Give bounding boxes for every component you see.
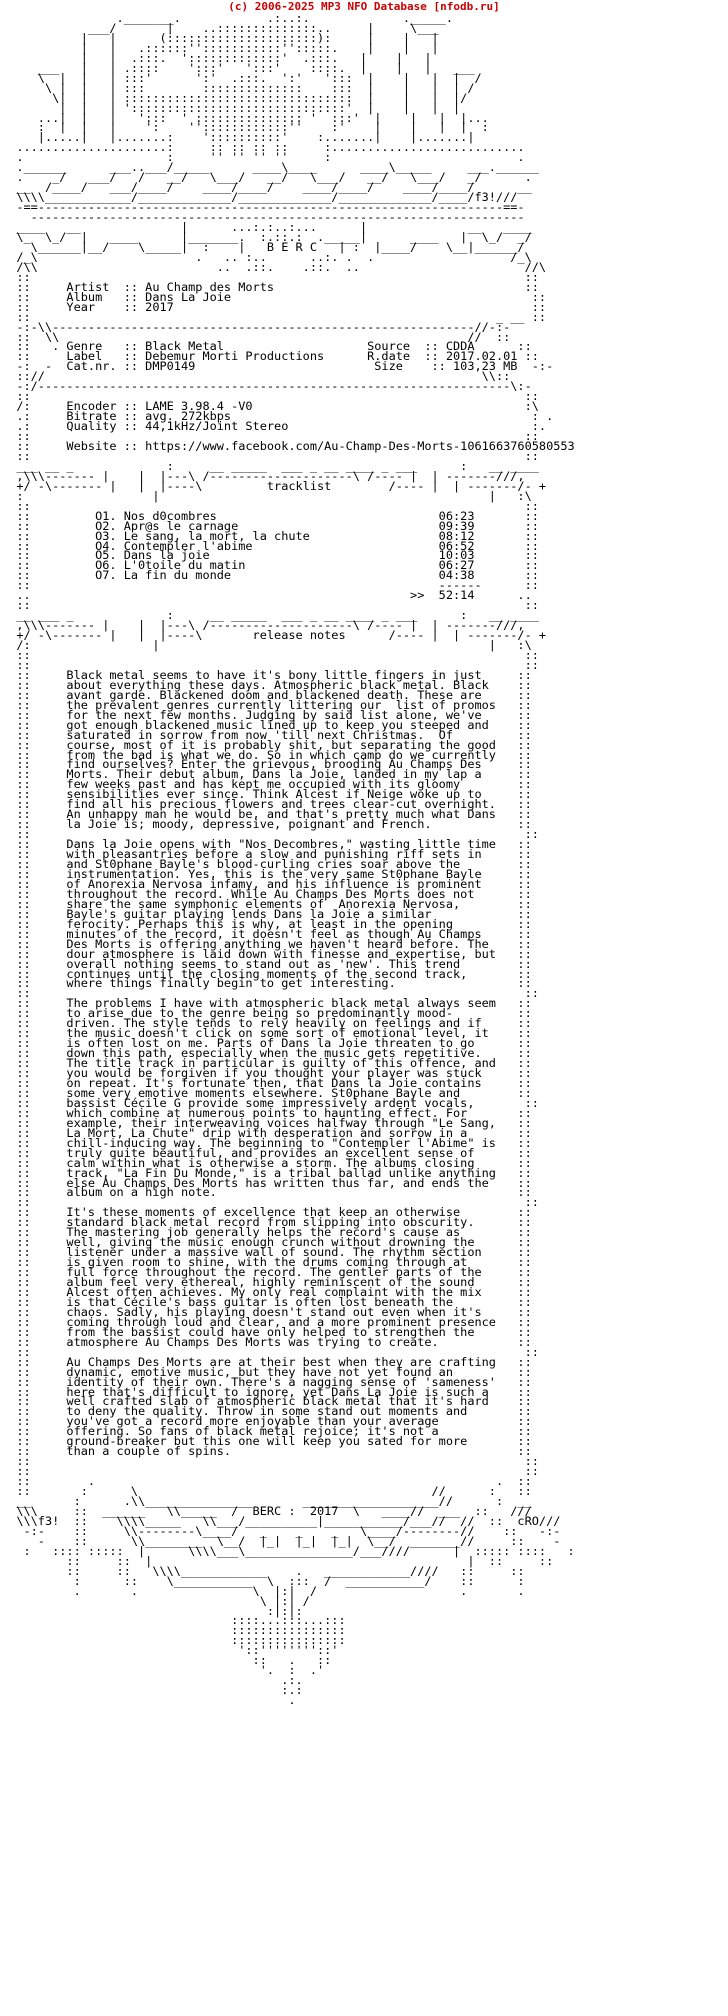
nfo-line: :: :: (2, 1464, 539, 1479)
nfo-line: \ | | | ::: :::::::::::::: ::: | | | | / (2, 80, 475, 95)
nfo-line: .:. (2, 1673, 303, 1688)
nfo-line: :: share the same symphonic elements of Anorexia Nervosa, :: (2, 896, 532, 911)
nfo-line: :: dour atmosphere is laid down with finesse and expertise, but :: (2, 946, 532, 961)
nfo-line: :: identity of their own. There's a nagging sense of 'sameness' :: (2, 1374, 532, 1389)
nfo-line: /: Encoder :: LAME 3.98.4 -V0 :\ (2, 399, 539, 414)
nfo-line: /: | | :\ (2, 638, 532, 653)
nfo-line: :: bassist Cécile G provide some impressively ardent vocals, :: (2, 1095, 539, 1110)
nfo-line: :: truly quite beautiful, and provides an excellent sense of :: (2, 1145, 532, 1160)
nfo-line: :: listener under a massive wall of sound. The rhythm section :: (2, 1245, 532, 1260)
nfo-line: -==-----------------------------------------------------------------==- (2, 200, 525, 215)
nfo-line: :.: (2, 1683, 303, 1698)
nfo-line: :: Bayle's guitar playing lends Dans la Joie a similar :: (2, 906, 532, 921)
nfo-line: :: Morts. Their debut album, Dans la Joie, landed in my lap a :: (2, 767, 532, 782)
nfo-line: :: Website :: https://www.facebook.com/Au-Champ-Des-Morts-1061663760580553 (2, 438, 575, 453)
nfo-line: -:/------------------------------------------------------------------\:- (2, 379, 532, 394)
nfo-line: :: offering. So fans of black metal rejoice; it's not a :: (2, 1424, 532, 1439)
nfo-line: \ |:| / (2, 1593, 310, 1608)
nfo-line: :: :: (2, 1454, 539, 1469)
nfo-line: :: Des Morts is offering anything we haven't heard before. The :: (2, 936, 532, 951)
nfo-line: :: few weeks past and has kept me occupied with its gloomy :: (2, 777, 532, 792)
nfo-line: :: find ourselves? Enter the grievous, brooding Au Champs Des :: (2, 757, 532, 772)
nfo-line: :: Au Champs Des Morts are at their best when they are crafting :: (2, 1354, 532, 1369)
nfo-line: :: ------ :: (2, 578, 539, 593)
nfo-line: :: An unhappy man he would be, and that's pretty much what Dans :: (2, 807, 532, 822)
site-banner: (c) 2006-2025 MP3 NFO Database [nfodb.ru] (228, 0, 500, 13)
nfo-line: :: :: | | :: :: (2, 1553, 554, 1568)
nfo-line: . . \ |:| / . . (2, 1583, 525, 1598)
nfo-line: :: Label :: Debemur Morti Productions R.date :: 2017.02.01 :: (2, 349, 539, 364)
nfo-line: :: on repeat. It's fortunate then, that Dans la Joie contains :: (2, 1075, 532, 1090)
nfo-ascii-document (2, 14, 726, 1706)
nfo-line: :: The problems I have with atmospheric black metal always seem :: (2, 996, 532, 1011)
nfo-line: :: Dans la Joie opens with "Nos Decombres," wasting little time :: (2, 837, 532, 852)
nfo-line: :: O7. La fin du monde 04:38 :: (2, 568, 539, 583)
nfo-line: /\\ .. .::. .::. .. //\ (2, 259, 547, 274)
nfo-line: | | .::::::'':::::::::::'':::::. | | | (2, 40, 439, 55)
nfo-line: __ /____/ ___/____/ ____/____/ ____/____/ ____/____/ __ (2, 180, 532, 195)
nfo-line: :: O6. L'0toile du matin 06:27 :: (2, 558, 539, 573)
nfo-line: :: O4. Contempler l'abime 06:52 :: (2, 538, 539, 553)
nfo-line: :: find all his precious flowers and trees clear-cut overnight. :: (2, 797, 532, 812)
nfo-line: :: is often lost on me. Parts of Dans la Joie threaten to go :: (2, 1036, 532, 1051)
nfo-line: :: :: \\\\____________ . ____________//// :: :: (2, 1563, 525, 1578)
nfo-line: ___ __ _ : __ _____ ___ _ __ ____ _ ___ : __ ____ (2, 458, 539, 473)
nfo-line: \ | | | :::' ':' .:::. ':' '::: | | | | / (2, 70, 482, 85)
nfo-line: :: which combine at numerous points to haunting effect. For :: (2, 1105, 532, 1120)
nfo-line: \______|__/ \_____| : | B E R C | : |____/ \__|______/ (2, 239, 525, 254)
nfo-line: :: :: (2, 448, 539, 463)
nfo-line: :: standard black metal record from slipping into obscurity. :: (2, 1215, 532, 1230)
nfo-line: :: O3. Le sang, la mort, la chute 08:12 :: (2, 528, 539, 543)
nfo-line: :: about everything these days. Atmospheric black metal. Black :: (2, 677, 532, 692)
nfo-line: :: :: (2, 389, 539, 404)
nfo-line: :: than a couple of spins. :: (2, 1444, 532, 1459)
nfo-line: :: :: (2, 1344, 539, 1359)
nfo-line: ___ | | .:::: ':::' ':::' ::::. | | | ___ (2, 60, 475, 75)
nfo-line: ::// \\:: (2, 369, 511, 384)
nfo-line: : | | :\ (2, 488, 532, 503)
nfo-line: : :::: ::::: | \\\\___\_______________/___//// | ::::: :::: : (2, 1543, 575, 1558)
nfo-line: . : '' '' '' '' : . (2, 150, 525, 165)
nfo-line: ::::...:::...::: (2, 1613, 346, 1628)
nfo-line: __ ___ _ : __ _____ ___ _ __ ____ _ ___ : __ ____ (2, 608, 539, 623)
nfo-line: :: :: (2, 648, 539, 662)
nfo-line: :: album feel very ethereal, highly reminiscent of the sound :: (2, 1275, 532, 1290)
nfo-line: :: and St0phane Bayle's blood-curling cries soar above the :: (2, 857, 532, 872)
nfo-line: :: got enough blackened music lined up to keep you steeped and :: (2, 717, 532, 732)
nfo-line: :: Album :: Dans La Joie :: (2, 289, 547, 304)
nfo-line: :: :: (2, 598, 539, 613)
nfo-line: :: . Genre :: Black Metal Source :: CDDA :: (2, 339, 532, 354)
nfo-line: :: O5. Dans la joie 10:03 :: (2, 548, 539, 563)
nfo-line: ,\\\------- | | |---\ /--------------------\ /---- | | -------///, (2, 618, 525, 633)
nfo-line: :: well crafted slab of atmospheric black metal that it's hard :: (2, 1394, 532, 1409)
nfo-line: :: :: (2, 429, 539, 444)
nfo-line: :|:|: (2, 1603, 303, 1618)
nfo-line: :: you've got a record more enjoyable than your average :: (2, 1414, 532, 1429)
nfo-line: __ : .\\_______________ ___________________// : __ (2, 1494, 532, 1509)
nfo-line: :: ground-breaker but this one will keep you sated for more :: (2, 1434, 532, 1449)
nfo-line: :: to arise due to the genre being so predominantly mood- :: (2, 1006, 532, 1021)
nfo-line: :: full force throughout the record. The gentler parts of the :: (2, 1265, 532, 1280)
nfo-line: :: you would be forgiven if you thought your player was stuck :: (2, 1066, 532, 1081)
nfo-line: :: The title track in particular is guilty of this offence, and :: (2, 1056, 532, 1071)
nfo-line: :: chaos. Sadly, his playing doesn't stand out even when it's :: (2, 1304, 532, 1319)
nfo-line: : | | | ': ''::::::::::::'' :' | | | | : (2, 120, 489, 135)
nfo-line: \\\\____________/_____________/_____________/_____________/____/f3!/// (2, 190, 518, 205)
nfo-line: \| | | :::::::::::::::::::::::::::::::: | | | |/ (2, 90, 468, 105)
nfo-line: :: sensibilities ever since. Think Alcest if Neige woke up to :: (2, 787, 532, 802)
nfo-line: +/ -\------- | | |----\ tracklist /---- | | -------/- + (2, 478, 547, 493)
nfo-line: -:-\\-----------------------------------------------------------//-:- (2, 319, 511, 334)
nfo-line: :: It's these moments of excellence that keep an otherwise :: (2, 1205, 532, 1220)
nfo-line: +/ -\------- | | |----\ release notes /---- | | -------/- + (2, 628, 547, 643)
nfo-line: :: track, "La Fin Du Monde," is a tribal ballad unlike anything :: (2, 1165, 532, 1180)
nfo-line: '::''''''''::' (2, 1643, 339, 1658)
nfo-line: -:- :: \\--------\____/ _ _ _ \____/--------// :: -:- (2, 1523, 561, 1538)
nfo-line: . _/ ___/ / __/ \___/ __/ \___/ __/ \___/ _/ . (2, 170, 532, 185)
nfo-line: :: The mastering job generally helps the record's cause as :: (2, 1225, 532, 1240)
nfo-line: :: driven. The style tends to rely heavily on feelings and if :: (2, 1016, 532, 1031)
nfo-line: :: album on a high note. :: (2, 1185, 532, 1200)
nfo-line: .....................: :: :: :: :: :........................... (2, 140, 525, 155)
nfo-line: :::::::::::::::: (2, 1633, 346, 1648)
nfo-line: :: :: (2, 269, 539, 284)
nfo-line: :: is that Cécile's bass guitar is often lost beneath the :: (2, 1294, 532, 1309)
nfo-line: :: La Mort, La Chute" drip with desperation and sorrow in a :: (2, 1125, 532, 1140)
nfo-line: :: : \ // : :: (2, 1484, 532, 1499)
nfo-line: :: . . :: (2, 1474, 532, 1489)
nfo-line: | | | '::::::::::::::::::::::::::::::' | | | | (2, 100, 461, 115)
nfo-line: .______ ___..___/_____ ____\____ ____\_____ ___.______ (2, 160, 539, 175)
nfo-line: :: :: (2, 498, 539, 513)
nfo-line: :: dynamic, emotive music, but they have not yet found an :: (2, 1364, 532, 1379)
nfo-line: ___/ | ..::::::::::::::.. | \___ (2, 20, 439, 35)
nfo-line: :: Artist :: Au Champ des Morts :: (2, 279, 539, 294)
nfo-line: :: Year :: 2017 :: (2, 299, 547, 314)
nfo-line: :: the music doesn't click on some sort of emotional level, it :: (2, 1026, 532, 1041)
nfo-line: :: O1. Nos d0combres 06:23 :: (2, 508, 539, 523)
nfo-line: ____ __ | ...:.:..:... | __ ____ (2, 220, 532, 235)
nfo-line: '. : .' (2, 1663, 325, 1678)
nfo-line: - :: \\________ \__/ |_| |_| |_| \__/ _______// :: - (2, 1533, 561, 1548)
nfo-line: |.....| |.......: '::::::::::' :.......| |.......| (2, 130, 475, 145)
nfo-line: :: course, most of it is probably shit, but separating the good :: (2, 737, 532, 752)
nfo-line: .. >> 52:14 .. (2, 588, 532, 603)
nfo-line: \\\ :: ______ \\_____ / BERC : 2017 \ ____// ___ :: /// (2, 1503, 532, 1518)
nfo-line: :: coming through loud and clear, and a more prominent presence :: (2, 1314, 532, 1329)
nfo-line: | | .:::. ':::::::::::::' .:::. | | | (2, 50, 432, 65)
nfo-line: :: calm within what is otherwise a storm. The albums closing :: (2, 1155, 532, 1170)
nfo-line: :: chill-inducing way. The beginning to "Contempler l'Abime" is :: (2, 1135, 532, 1150)
nfo-line: :: ferocity. Perhaps this is why, at least in the opening :: (2, 916, 532, 931)
nfo-line: : :: \___________ \ ::: / ___________/ :: : (2, 1573, 525, 1588)
nfo-line: :: Black metal seems to have it's bony little fingers in just :: (2, 667, 532, 682)
nfo-line: :: saturated in sorrow from now 'till next Christmas. Of :: (2, 727, 532, 742)
nfo-line: ._______. .:..:. ._____. (2, 14, 454, 25)
nfo-line: :: atmosphere Au Champs Des Morts was trying to create. :: (2, 1334, 532, 1349)
nfo-line: ,\\\------- | | |---\ /--------------------\ /---- | | -------///, (2, 468, 525, 483)
nfo-line: :: _ __ :: (2, 309, 547, 324)
nfo-line: :: avant garde. Blackened doom and blackened death. These are :: (2, 687, 532, 702)
nfo-line: :: throughout the record. While Au Champs Des Morts does not :: (2, 886, 532, 901)
nfo-line: ...| | | '::: ' ::::::::::::::: ' :::' | | | |... (2, 110, 489, 125)
nfo-line: :: Alcest often achieves. My only real complaint with the mix :: (2, 1285, 532, 1299)
nfo-line: :: with pleasantries before a slow and punishing riff sets in :: (2, 847, 532, 862)
nfo-line: :: well, giving the music enough crunch without drowning the :: (2, 1235, 532, 1250)
nfo-line: --------------------------------------------------------------------- (2, 210, 525, 225)
nfo-line: :: here that's difficult to ignore, yet Dans La Joie is such a :: (2, 1384, 532, 1399)
nfo-line: :: overall nothing seems to stand out as 'new'. This trend :: (2, 956, 532, 971)
nfo-line: :: . :: (2, 1653, 332, 1668)
nfo-line: :: from the bad is what we do. So in which camp do we currently :: (2, 747, 532, 762)
nfo-line: :: :: (2, 657, 539, 672)
nfo-line: :: :: (2, 827, 539, 842)
nfo-line: :: some very emotive moments elsewhere. St0phane Bayle and :: (2, 1085, 532, 1100)
nfo-line: -: - Cat.nr. :: DMP0149 Size :: 103,23 MB -:- (2, 359, 554, 374)
nfo-line: :: of Anorexia Nervosa infamy, and his influence is prominent :: (2, 876, 532, 891)
nfo-line: \_ \_/ | ____ |_______. :.::.: ._____| ____ | \_/ _/ (2, 229, 532, 244)
nfo-line: :: continues until the closing moments of the second track, :: (2, 966, 532, 981)
nfo-line: :: the prevalent genres currently littering our list of promos :: (2, 697, 532, 712)
nfo-line: :: :: (2, 1195, 539, 1210)
nfo-line: \\\f3! :: \\\\_____ \\___/__________|___________/___// // :: cRO/// (2, 1513, 561, 1528)
nfo-line: :: O2. Apr@s le carnage 09:39 :: (2, 518, 539, 533)
nfo-line: :: else Au Champs Des Morts has written thus far, and ends the :: (2, 1175, 532, 1190)
nfo-line: | | (:::::::::::::::::::::): | | | (2, 30, 439, 45)
nfo-line: :: :: (2, 986, 539, 1001)
nfo-line: :: where things finally begin to get interesting. :: (2, 976, 532, 991)
nfo-line: :: \\ // :: (2, 329, 511, 344)
nfo-line: :: for the next few months. Judging by said list alone, we've :: (2, 707, 532, 722)
nfo-line: :: from the bassist could have only helped to strengthen the :: (2, 1324, 532, 1339)
nfo-line: :: la Joie is; moody, depressive, poignant and French. :: (2, 817, 532, 832)
nfo-line: .: Bitrate :: avg. 272kbps : . (2, 409, 554, 424)
nfo-line: .: Quality :: 44,1kHz/Joint Stereo :. (2, 419, 547, 434)
nfo-line: :: instrumentation. Yes, this is the very same St0phane Bayle :: (2, 866, 532, 881)
nfo-line: :: down this path, especially when the music gets repetitive. :: (2, 1046, 532, 1061)
nfo-line: . (2, 1693, 296, 1707)
nfo-line: :: is given room to shine, with the drums coming through at :: (2, 1255, 532, 1270)
nfo-line: :: to deny the quality. Throw in some stand out moments and :: (2, 1404, 532, 1419)
nfo-line: :::::::::::::::: (2, 1623, 346, 1638)
nfo-line: :: minutes of the record, it doesn't feel as though Au Champs :: (2, 926, 532, 941)
nfo-line: :: example, their interweaving voices halfway through "Le Sang, :: (2, 1115, 532, 1130)
nfo-line: /_\ . .. :.. ..:. . . /_\ (2, 249, 532, 264)
